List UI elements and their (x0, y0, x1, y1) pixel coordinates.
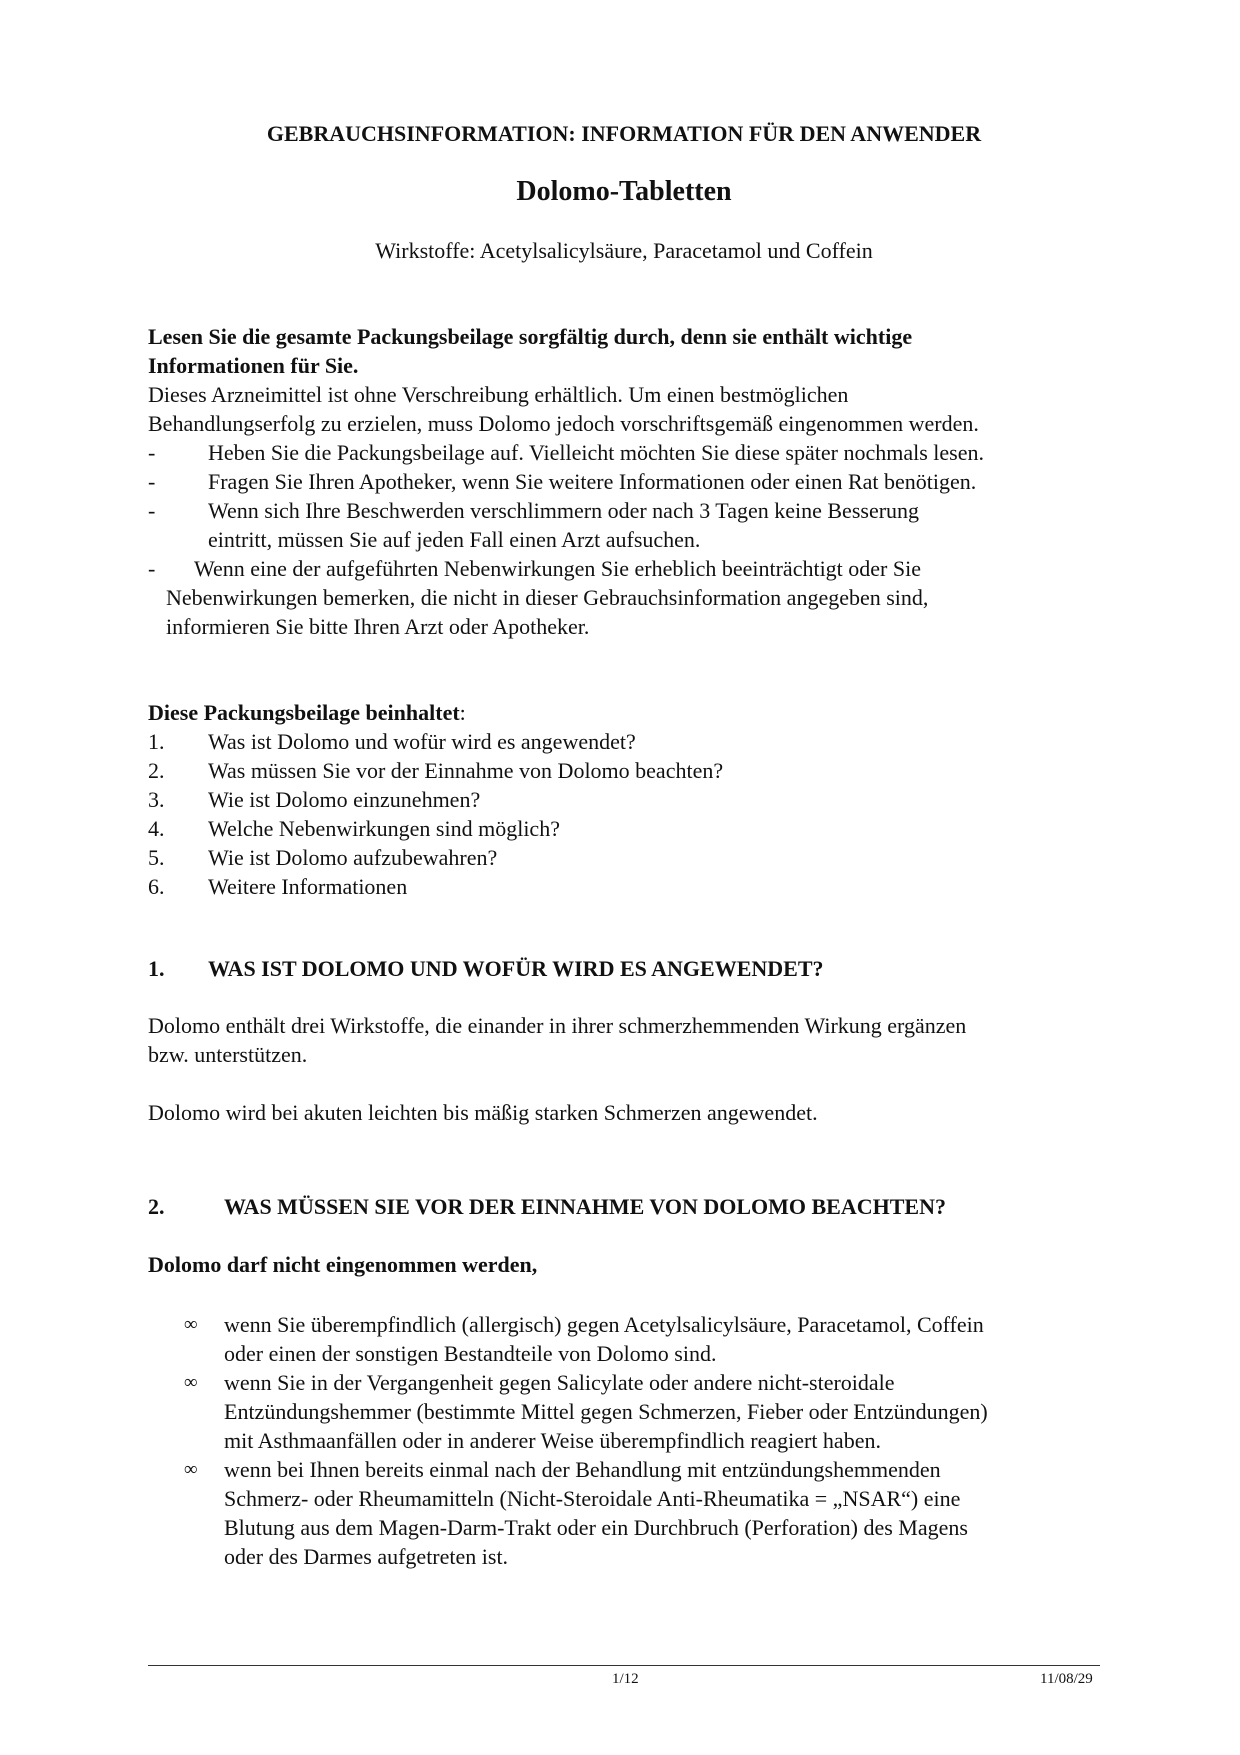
contents-item: 1. Was ist Dolomo und wofür wird es angewendet? (148, 729, 636, 754)
infinity-bullet-icon: ∞ (184, 1372, 198, 1393)
section-2-title: 2. WAS MÜSSEN SIE VOR DER EINNAHME VON DOLOMO BEACHTEN? (148, 1194, 946, 1219)
intro-list-item (148, 467, 1100, 496)
section-1-para: Dolomo enthält drei Wirkstoffe, die einander in ihrer schmerzhemmenden Wirkung ergänzen (148, 1013, 967, 1038)
intro-item-text: eintritt, müssen Sie auf jeden Fall einen Arzt aufsuchen. (208, 527, 701, 552)
contents-section (148, 698, 1100, 901)
intro-heading-line2: Informationen für Sie. (148, 353, 359, 378)
intro-heading-line1: Lesen Sie die gesamte Packungsbeilage sorgfältig durch, denn sie enthält wichtige (148, 324, 913, 349)
intro-list-item (148, 554, 1100, 641)
intro-section (148, 322, 1100, 641)
footer-date: 11/08/29 (1040, 1671, 1093, 1687)
footer-divider (148, 1665, 1100, 1666)
intro-list-item (148, 438, 1100, 467)
intro-item-text: Wenn sich Ihre Beschwerden verschlimmern oder nach 3 Tagen keine Besserung (208, 498, 920, 523)
contraindication-item: ∞ wenn Sie überempfindlich (allergisch) gegen Acetylsalicylsäure, Paracetamol, Coffein oder einen der sonstigen Bestandteile von Dolomo sind. (184, 1312, 984, 1366)
active-ingredients: Wirkstoffe: Acetylsalicylsäure, Paracetamol und Coffein (375, 238, 873, 263)
document-header-title: GEBRAUCHSINFORMATION: INFORMATION FÜR DEN ANWENDER (266, 121, 982, 146)
intro-item-text: Wenn eine der aufgeführten Nebenwirkungen Sie erheblich beeinträchtigt oder Sie (194, 556, 921, 581)
contents-item: 2. Was müssen Sie vor der Einnahme von Dolomo beachten? (148, 758, 724, 783)
intro-item-text: informieren Sie bitte Ihren Arzt oder Apotheker. (166, 614, 590, 639)
contraindication-item: ∞ wenn bei Ihnen bereits einmal nach der Behandlung mit entzündungshemmenden Schmerz- oder Rheumamitteln (Nicht-Steroidale Anti-Rheumatika = „NSAR“) eine Blutung aus dem Magen-Darm-Trakt oder ein Durchbruch (Perforation) des Magens oder des Darmes aufgetreten ist. (184, 1457, 968, 1569)
section-1-body-2 (148, 1098, 1100, 1127)
intro-item-text: Fragen Sie Ihren Apotheker, wenn Sie weitere Informationen oder einen Rat benötigen. (208, 469, 977, 494)
intro-list-item (148, 496, 1100, 554)
product-name: Dolomo-Tabletten (516, 176, 732, 207)
intro-item-text: Nebenwirkungen bemerken, die nicht in dieser Gebrauchsinformation angegeben sind, (166, 585, 929, 610)
section-2 (148, 1192, 1100, 1221)
intro-text-line2: Behandlungserfolg zu erzielen, muss Dolomo jedoch vorschriftsgemäß eingenommen werden. (148, 411, 979, 436)
contents-item: 3. Wie ist Dolomo einzunehmen? (148, 787, 481, 812)
dash-marker: - (148, 556, 156, 581)
dash-marker: - (148, 469, 156, 494)
section-1 (148, 954, 1100, 983)
section-1-para: Dolomo wird bei akuten leichten bis mäßig starken Schmerzen angewendet. (148, 1100, 818, 1125)
dash-marker: - (148, 498, 156, 523)
infinity-bullet-icon: ∞ (184, 1459, 198, 1480)
contents-heading: Diese Packungsbeilage beinhaltet: (148, 700, 466, 725)
contraindication-item: ∞ wenn Sie in der Vergangenheit gegen Salicylate oder andere nicht-steroidale Entzündungshemmer (bestimmte Mittel gegen Schmerzen, Fieber oder Entzündungen) mit Asthmaanfällen oder in anderer Weise überempfindlich reagiert haben. (184, 1370, 988, 1453)
section-1-para: bzw. unterstützen. (148, 1042, 308, 1067)
section-1-title: 1. WAS IST DOLOMO UND WOFÜR WIRD ES ANGEWENDET? (148, 956, 824, 981)
contents-item: 6. Weitere Informationen (148, 874, 408, 899)
page-number: 1/12 (612, 1671, 639, 1687)
dash-marker: - (148, 440, 156, 465)
section-2-subheading: Dolomo darf nicht eingenommen werden, (148, 1252, 538, 1277)
contents-item: 4. Welche Nebenwirkungen sind möglich? (148, 816, 560, 841)
contents-item: 5. Wie ist Dolomo aufzubewahren? (148, 845, 498, 870)
section-1-body (148, 1011, 1100, 1069)
infinity-bullet-icon: ∞ (184, 1314, 198, 1335)
contraindication-list (148, 1310, 1100, 1571)
intro-text-line1: Dieses Arzneimittel ist ohne Verschreibung erhältlich. Um einen bestmöglichen (148, 382, 849, 407)
intro-item-text: Heben Sie die Packungsbeilage auf. Vielleicht möchten Sie diese später nochmals lesen. (208, 440, 984, 465)
